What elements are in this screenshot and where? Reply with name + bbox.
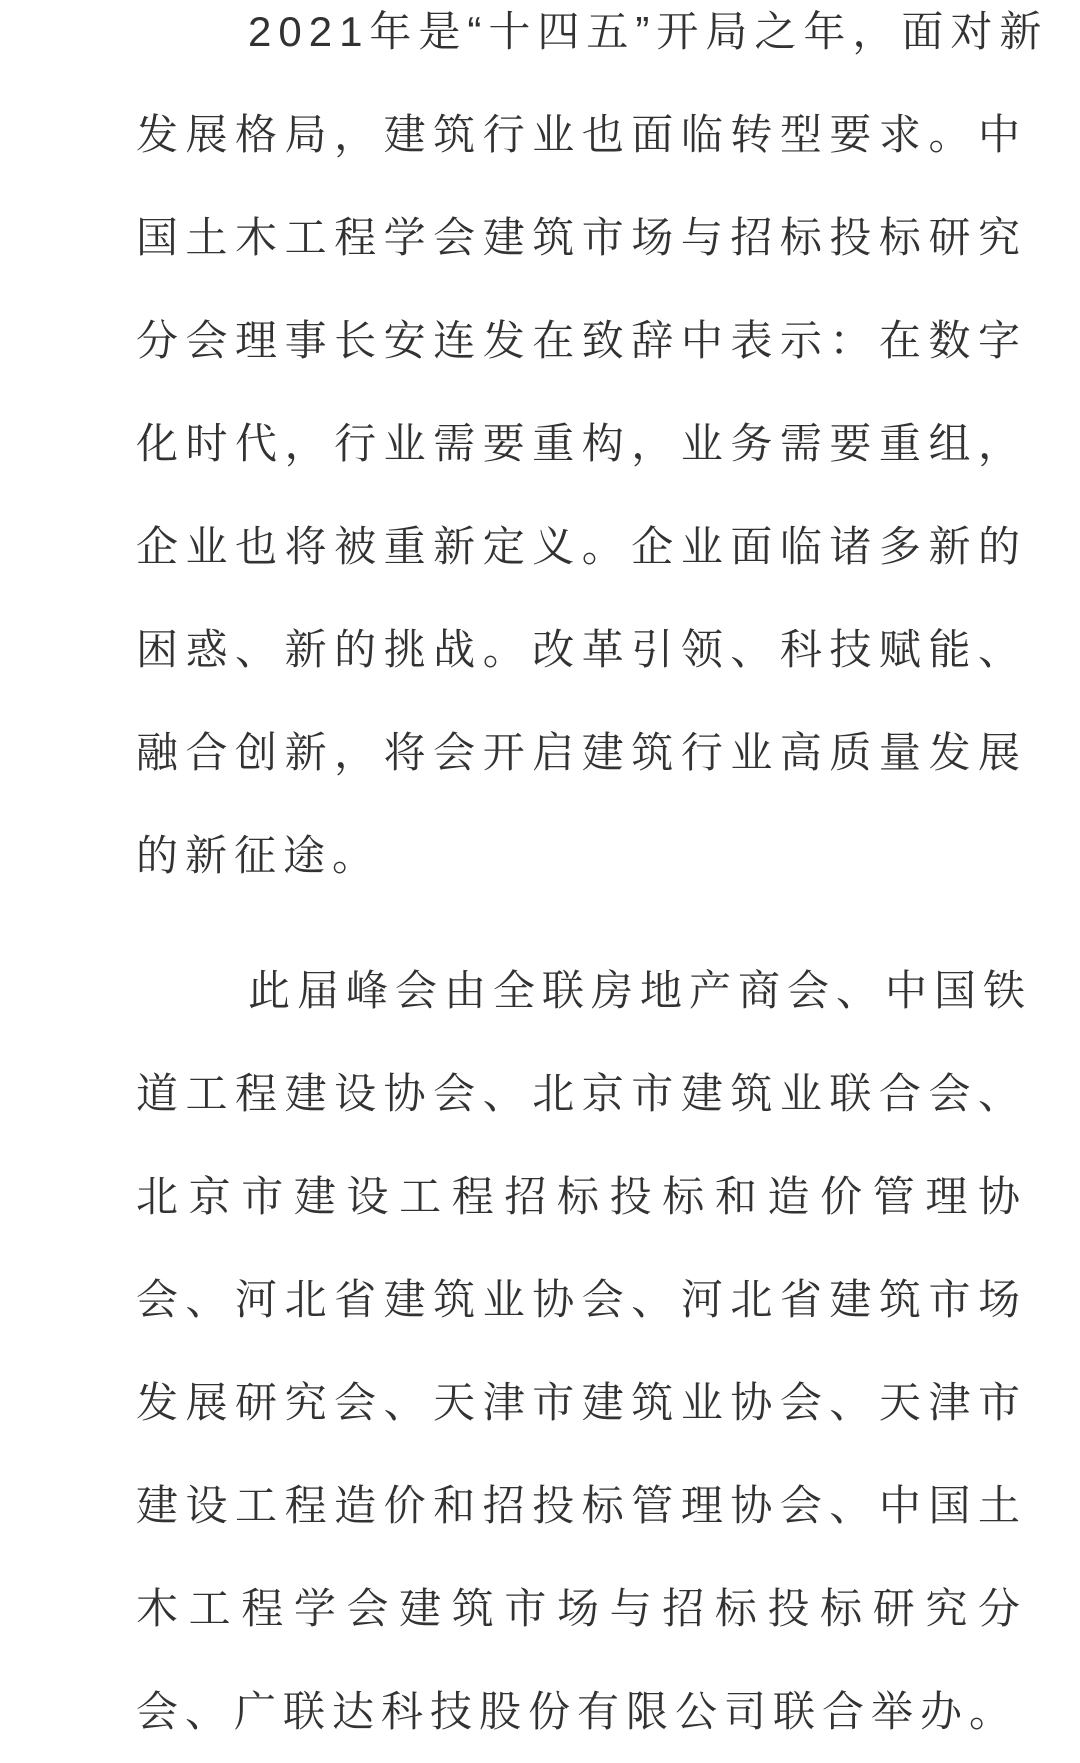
text-line: 发展格局，建筑行业也面临转型要求。中 <box>136 111 1027 158</box>
paragraph <box>136 939 1033 1763</box>
text-line: 企业也将被重新定义。企业面临诸多新的 <box>136 523 1027 570</box>
text-line: 融合创新，将会开启建筑行业高质量发展 <box>136 729 1027 776</box>
text-line: 国土木工程学会建筑市场与招标投标研究 <box>136 214 1027 261</box>
text-line: 北京市建设工程招标投标和造价管理协 <box>136 1173 1027 1220</box>
text-line: 发展研究会、天津市建筑业协会、天津市 <box>136 1379 1027 1426</box>
text-line: 会、广联达科技股份有限公司联合举办。 <box>136 1688 1019 1735</box>
text-line: 化时代，行业需要重构，业务需要重组， <box>136 420 1027 467</box>
text-line: 的新征途。 <box>136 832 382 879</box>
text-line: 道工程建设协会、北京市建筑业联合会、 <box>136 1070 1027 1117</box>
paragraph <box>136 0 1049 907</box>
text-line: 此届峰会由全联房地产商会、中国铁 <box>248 967 1033 1014</box>
text-line: 2021年是“十四五”开局之年，面对新 <box>248 8 1049 55</box>
text-line: 分会理事长安连发在致辞中表示：在数字 <box>136 317 1027 364</box>
text-line: 建设工程造价和招投标管理协会、中国土 <box>136 1482 1027 1529</box>
text-line: 会、河北省建筑业协会、河北省建筑市场 <box>136 1276 1027 1323</box>
text-line: 困惑、新的挑战。改革引领、科技赋能、 <box>136 626 1027 673</box>
text-line: 木工程学会建筑市场与招标投标研究分 <box>136 1585 1027 1632</box>
